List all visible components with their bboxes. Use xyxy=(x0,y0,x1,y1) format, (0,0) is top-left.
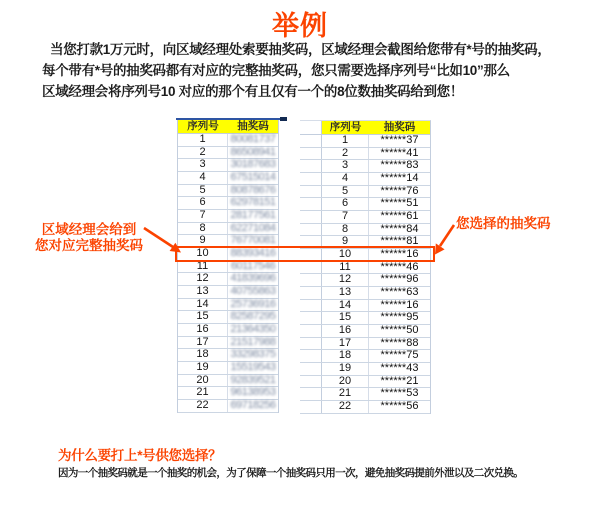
empty-gridline-cell xyxy=(300,173,322,185)
serial-number-cell: 8 xyxy=(178,223,228,235)
serial-number-cell: 13 xyxy=(322,287,369,299)
code-column-header: 抽奖码 xyxy=(228,120,278,133)
serial-column-header: 序列号 xyxy=(178,120,228,133)
serial-number-cell: 16 xyxy=(322,325,369,337)
serial-number-cell: 6 xyxy=(178,197,228,209)
serial-number-cell: 21 xyxy=(178,387,228,399)
lottery-code-cell: ******51 xyxy=(380,197,419,210)
serial-number-cell: 14 xyxy=(322,300,369,312)
left-annotation xyxy=(25,222,153,254)
serial-number-cell: 4 xyxy=(178,172,228,184)
lottery-code-cell: ******56 xyxy=(380,400,419,413)
lottery-code-cell: ******61 xyxy=(380,210,419,223)
lottery-code-cell: 82587295 xyxy=(230,310,276,323)
serial-number-cell: 5 xyxy=(322,186,369,198)
lottery-code-cell: 86508941 xyxy=(230,145,276,158)
table-row xyxy=(300,287,430,300)
lottery-code-cell: ******50 xyxy=(380,324,419,337)
lottery-code-cell: ******88 xyxy=(380,336,419,349)
lottery-code-cell: 92839521 xyxy=(230,373,276,386)
lottery-code-cell: 15519543 xyxy=(230,361,276,374)
serial-number-cell: 12 xyxy=(178,273,228,285)
empty-gridline-cell xyxy=(300,300,322,312)
table-row xyxy=(300,135,430,148)
right-annotation-arrow-icon xyxy=(435,225,454,255)
lottery-code-cell: 76770081 xyxy=(230,234,276,247)
serial-column-header: 序列号 xyxy=(322,121,369,134)
serial-number-cell: 19 xyxy=(178,362,228,374)
lottery-code-cell: ******41 xyxy=(380,146,419,159)
masked-codes-table xyxy=(300,120,431,414)
serial-number-cell: 18 xyxy=(322,350,369,362)
page-title: 举例 xyxy=(272,11,328,41)
table-row xyxy=(300,401,430,414)
serial-number-cell: 22 xyxy=(178,400,228,412)
serial-number-cell: 4 xyxy=(322,173,369,185)
empty-gridline-cell xyxy=(300,186,322,198)
serial-number-cell: 19 xyxy=(322,363,369,375)
serial-number-cell: 17 xyxy=(178,337,228,349)
serial-number-cell: 11 xyxy=(322,262,369,274)
lottery-code-cell: 33298375 xyxy=(230,348,276,361)
table-header-row xyxy=(178,120,278,134)
serial-number-cell: 12 xyxy=(322,274,369,286)
lottery-code-cell: ******76 xyxy=(380,184,419,197)
left-annotation-line-1: 区域经理会给到 xyxy=(41,222,137,237)
serial-number-cell: 1 xyxy=(178,134,228,146)
empty-gridline-cell xyxy=(300,262,322,274)
lottery-code-cell: ******83 xyxy=(380,159,419,172)
empty-gridline-cell xyxy=(300,376,322,388)
table-row xyxy=(300,325,430,338)
lottery-code-cell: 62978151 xyxy=(230,196,276,209)
serial-number-cell: 21 xyxy=(322,388,369,400)
intro-paragraph xyxy=(42,39,567,102)
lottery-code-cell: 69718256 xyxy=(230,399,276,412)
right-annotation: 您选择的抽奖码 xyxy=(456,216,551,231)
serial-number-cell: 16 xyxy=(178,324,228,336)
lottery-code-cell: ******43 xyxy=(380,362,419,375)
lottery-code-cell: 40755863 xyxy=(230,285,276,298)
empty-gridline-cell xyxy=(300,363,322,375)
serial-number-cell: 2 xyxy=(322,148,369,160)
intro-line-2: 每个带有*号的抽奖码都有对应的完整抽奖码，您只需要选择序列号“比如10”那么 xyxy=(42,63,510,78)
serial-number-cell: 14 xyxy=(178,299,228,311)
left-annotation-line-2: 您对应完整抽奖码 xyxy=(35,238,143,253)
lottery-code-cell: ******46 xyxy=(380,260,419,273)
lottery-code-cell: ******84 xyxy=(380,222,419,235)
serial-number-cell: 11 xyxy=(178,261,228,273)
serial-number-cell: 9 xyxy=(322,236,369,248)
lottery-code-cell: ******96 xyxy=(380,273,419,286)
lottery-code-cell: ******16 xyxy=(380,248,419,261)
empty-gridline-cell xyxy=(300,338,322,350)
serial-number-cell: 22 xyxy=(322,401,369,413)
empty-gridline-cell xyxy=(300,287,322,299)
serial-number-cell: 2 xyxy=(178,147,228,159)
table-row xyxy=(178,286,278,299)
empty-gridline-cell xyxy=(300,224,322,236)
lottery-code-cell: 41839696 xyxy=(230,272,276,285)
serial-number-cell: 10 xyxy=(322,249,369,261)
full-codes-table-body xyxy=(178,134,278,413)
serial-number-cell: 7 xyxy=(322,211,369,223)
full-codes-table xyxy=(177,120,279,413)
empty-gridline-cell xyxy=(300,121,322,134)
empty-gridline-cell xyxy=(300,388,322,400)
table-header-row xyxy=(300,121,430,135)
serial-number-cell: 1 xyxy=(322,135,369,147)
serial-number-cell: 3 xyxy=(322,160,369,172)
serial-number-cell: 15 xyxy=(178,311,228,323)
serial-number-cell: 17 xyxy=(322,338,369,350)
serial-number-cell: 20 xyxy=(178,375,228,387)
intro-line-3: 区域经理会将序列号10 对应的那个有且仅有一个的8位数抽奖码给到您！ xyxy=(42,84,464,99)
lottery-code-cell: 67515014 xyxy=(230,171,276,184)
serial-number-cell: 6 xyxy=(322,198,369,210)
masked-codes-table-body xyxy=(300,135,430,414)
empty-gridline-cell xyxy=(300,148,322,160)
lottery-code-cell: 80878676 xyxy=(230,183,276,196)
serial-number-cell: 5 xyxy=(178,185,228,197)
intro-line-1: 当您打款1万元时，向区域经理处索要抽奖码，区域经理会截图给您带有*号的抽奖码， xyxy=(50,42,551,57)
serial-number-cell: 10 xyxy=(178,248,228,260)
table-row xyxy=(178,362,278,375)
lottery-code-cell: ******63 xyxy=(380,286,419,299)
lottery-code-cell: ******95 xyxy=(380,311,419,324)
serial-number-cell: 15 xyxy=(322,312,369,324)
lottery-code-cell: ******14 xyxy=(380,172,419,185)
serial-number-cell: 20 xyxy=(322,376,369,388)
excel-selection-handle xyxy=(280,117,287,121)
serial-number-cell: 3 xyxy=(178,159,228,171)
table-row xyxy=(178,400,278,413)
lottery-code-cell: 30187683 xyxy=(230,158,276,171)
serial-number-cell: 13 xyxy=(178,286,228,298)
table-row xyxy=(300,363,430,376)
lottery-code-cell: ******81 xyxy=(380,235,419,248)
serial-number-cell: 9 xyxy=(178,235,228,247)
serial-number-cell: 18 xyxy=(178,349,228,361)
lottery-code-cell: 25736916 xyxy=(230,297,276,310)
empty-gridline-cell xyxy=(300,325,322,337)
lottery-code-cell: 21364350 xyxy=(230,323,276,336)
lottery-code-cell: 88393416 xyxy=(230,247,276,260)
footer-answer: 因为一个抽奖码就是一个抽奖的机会，为了保障一个抽奖码只用一次，避免抽奖码提前外泄以及二次兑换。 xyxy=(58,467,524,479)
lottery-code-cell: ******21 xyxy=(380,374,419,387)
lottery-code-cell: 28177561 xyxy=(230,209,276,222)
table-row xyxy=(178,172,278,185)
lottery-code-cell: 80081737 xyxy=(230,133,276,145)
empty-gridline-cell xyxy=(300,211,322,223)
code-column-header: 抽奖码 xyxy=(369,121,430,134)
row-10-highlight-box xyxy=(175,246,435,262)
lottery-code-cell: 96138953 xyxy=(230,386,276,399)
table-row xyxy=(178,210,278,223)
empty-gridline-cell xyxy=(300,135,322,147)
lottery-code-cell: 62271084 xyxy=(230,221,276,234)
lottery-code-cell: ******16 xyxy=(380,298,419,311)
table-row xyxy=(300,173,430,186)
serial-number-cell: 8 xyxy=(322,224,369,236)
empty-gridline-cell xyxy=(300,274,322,286)
lottery-code-cell: ******75 xyxy=(380,349,419,362)
table-row xyxy=(178,324,278,337)
footer-question: 为什么要打上*号供您选择？ xyxy=(58,448,222,463)
table-row xyxy=(178,134,278,147)
empty-gridline-cell xyxy=(300,312,322,324)
lottery-code-cell: 60117546 xyxy=(230,259,276,272)
lottery-code-cell: ******53 xyxy=(380,387,419,400)
empty-gridline-cell xyxy=(300,198,322,210)
lottery-code-cell: ******37 xyxy=(380,134,419,146)
empty-gridline-cell xyxy=(300,160,322,172)
serial-number-cell: 7 xyxy=(178,210,228,222)
lottery-code-cell: 21517988 xyxy=(230,335,276,348)
table-row xyxy=(300,211,430,224)
empty-gridline-cell xyxy=(300,350,322,362)
empty-gridline-cell xyxy=(300,401,322,413)
